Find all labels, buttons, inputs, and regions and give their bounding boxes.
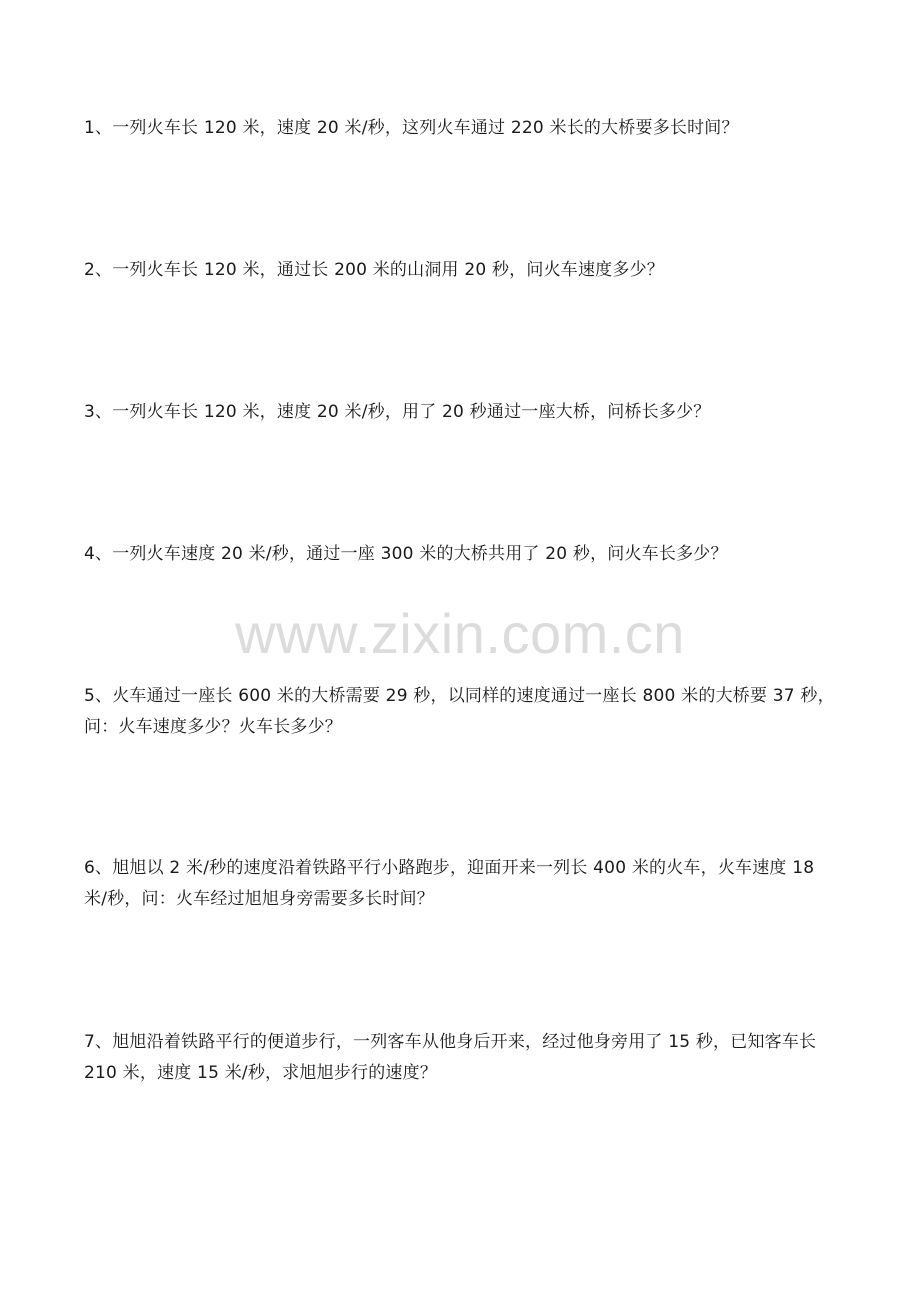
question-6: 6、旭旭以 2 米/秒的速度沿着铁路平行小路跑步，迎面开来一列长 400 米的火车，火车速度 18 米/秒，问：火车经过旭旭身旁需要多长时间？ bbox=[84, 858, 815, 909]
question-7: 7、旭旭沿着铁路平行的便道步行，一列客车从他身后开来，经过他身旁用了 15 秒，已知客车长 210 米，速度 15 米/秒，求旭旭步行的速度？ bbox=[84, 1032, 817, 1083]
question-3: 3、一列火车长 120 米，速度 20 米/秒，用了 20 秒通过一座大桥，问桥长多少？ bbox=[84, 402, 711, 422]
question-2: 2、一列火车长 120 米，通过长 200 米的山洞用 20 秒，问火车速度多少？ bbox=[84, 260, 664, 280]
question-5: 5、火车通过一座长 600 米的大桥需要 29 秒，以同样的速度通过一座长 800 米的大桥要 37 秒，问：火车速度多少？火车长多少？ bbox=[84, 686, 835, 737]
question-4: 4、一列火车速度 20 米/秒，通过一座 300 米的大桥共用了 20 秒，问火车长多少？ bbox=[84, 544, 728, 564]
question-1: 1、一列火车长 120 米，速度 20 米/秒，这列火车通过 220 米长的大桥要多长时间？ bbox=[84, 118, 739, 138]
watermark: www.zixin.com.cn bbox=[235, 602, 685, 665]
